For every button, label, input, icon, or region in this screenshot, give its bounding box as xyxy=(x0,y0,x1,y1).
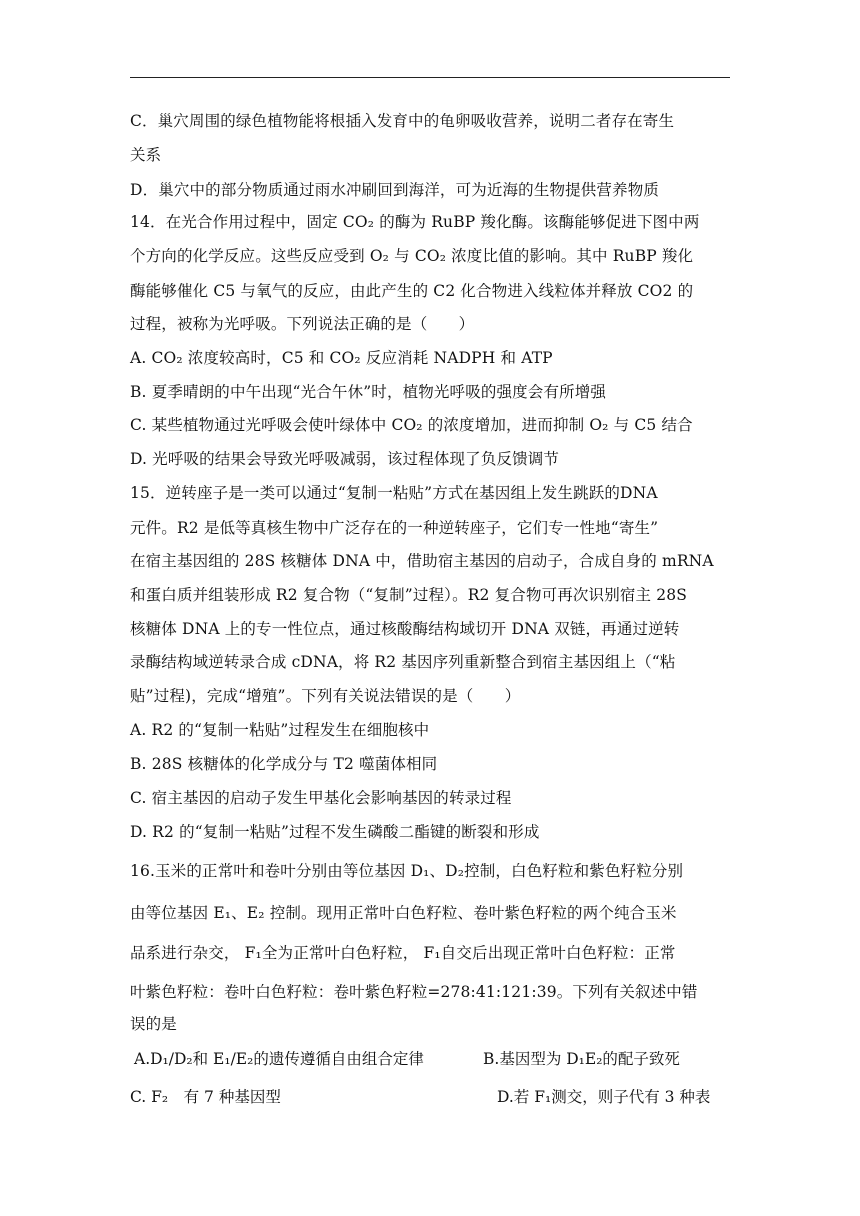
option-d: D. 光呼吸的结果会导致光呼吸减弱，该过程体现了负反馈调节 xyxy=(130,450,560,468)
text-line: 叶紫色籽粒：卷叶白色籽粒：卷叶紫色籽粒=278:41:121:39。下列有关叙述中错 xyxy=(130,983,698,1001)
question-15-stem: 15．逆转座子是一类可以通过“复制一粘贴”方式在基因组上发生跳跃的DNA xyxy=(130,484,658,502)
option-c: C. 某些植物通过光呼吸会使叶绿体中 CO₂ 的浓度增加，进而抑制 O₂ 与 C5 结合 xyxy=(130,416,693,434)
option-b: B.基因型为 D₁E₂的配子致死 xyxy=(483,1050,680,1068)
option-c: C. 宿主基因的启动子发生甲基化会影响基因的转录过程 xyxy=(130,789,512,807)
text-line: 核糖体 DNA 上的专一性位点，通过核酸酶结构域切开 DNA 双链，再通过逆转 xyxy=(130,620,680,638)
text-line: C．巢穴周围的绿色植物能将根插入发育中的龟卵吸收营养，说明二者存在寄生 xyxy=(130,112,675,130)
option-b: B. 28S 核糖体的化学成分与 T2 噬菌体相同 xyxy=(130,755,438,773)
text-line: 误的是 xyxy=(130,1015,177,1033)
text-line: 贴”过程)，完成“增殖”。下列有关说法错误的是（ ） xyxy=(130,687,521,705)
header-rule xyxy=(130,77,730,78)
text-line: 酶能够催化 C5 与氧气的反应，由此产生的 C2 化合物进入线粒体并释放 CO2 的 xyxy=(130,282,694,300)
text-line: 元件。R2 是低等真核生物中广泛存在的一种逆转座子，它们专一性地“寄生” xyxy=(130,519,659,537)
text-line: 个方向的化学反应。这些反应受到 O₂ 与 CO₂ 浓度比值的影响。其中 RuBP 羧化 xyxy=(130,247,694,265)
option-d: D. R2 的“复制一粘贴”过程不发生磷酸二酯键的断裂和形成 xyxy=(130,823,540,841)
text-line: 和蛋白质并组装形成 R2 复合物（“复制”过程）。R2 复合物可再次识别宿主 28S xyxy=(130,586,688,604)
text-line: 由等位基因 E₁、E₂ 控制。现用正常叶白色籽粒、卷叶紫色籽粒的两个纯合玉米 xyxy=(130,904,677,922)
option-b: B. 夏季晴朗的中午出现“光合午休”时，植物光呼吸的强度会有所增强 xyxy=(130,383,607,401)
option-d: D.若 F₁测交，则子代有 3 种表 xyxy=(497,1088,711,1106)
option-c: C. F₂ 有 7 种基因型 xyxy=(130,1088,281,1106)
text-line: 录酶结构域逆转录合成 cDNA，将 R2 基因序列重新整合到宿主基因组上（“粘 xyxy=(130,653,676,671)
text-line: 在宿主基因组的 28S 核糖体 DNA 中，借助宿主基因的启动子，合成自身的 mRNA xyxy=(130,552,714,570)
text-line: 过程，被称为光呼吸。下列说法正确的是（ ） xyxy=(130,315,475,333)
text-line: D．巢穴中的部分物质通过雨水冲刷回到海洋，可为近海的生物提供营养物质 xyxy=(130,181,660,199)
option-a: A.D₁/D₂和 E₁/E₂的遗传遵循自由组合定律 xyxy=(134,1050,424,1068)
text-line: 关系 xyxy=(130,146,162,164)
question-16-stem: 16.玉米的正常叶和卷叶分别由等位基因 D₁、D₂控制，白色籽粒和紫色籽粒分别 xyxy=(130,862,684,880)
question-14-stem: 14．在光合作用过程中，固定 CO₂ 的酶为 RuBP 羧化酶。该酶能够促进下图中两 xyxy=(130,213,700,231)
option-a: A. R2 的“复制一粘贴”过程发生在细胞核中 xyxy=(130,721,430,739)
option-a: A. CO₂ 浓度较高时，C5 和 CO₂ 反应消耗 NADPH 和 ATP xyxy=(130,349,553,367)
text-line: 品系进行杂交， F₁全为正常叶白色籽粒， F₁自交后出现正常叶白色籽粒：正常 xyxy=(130,944,676,962)
